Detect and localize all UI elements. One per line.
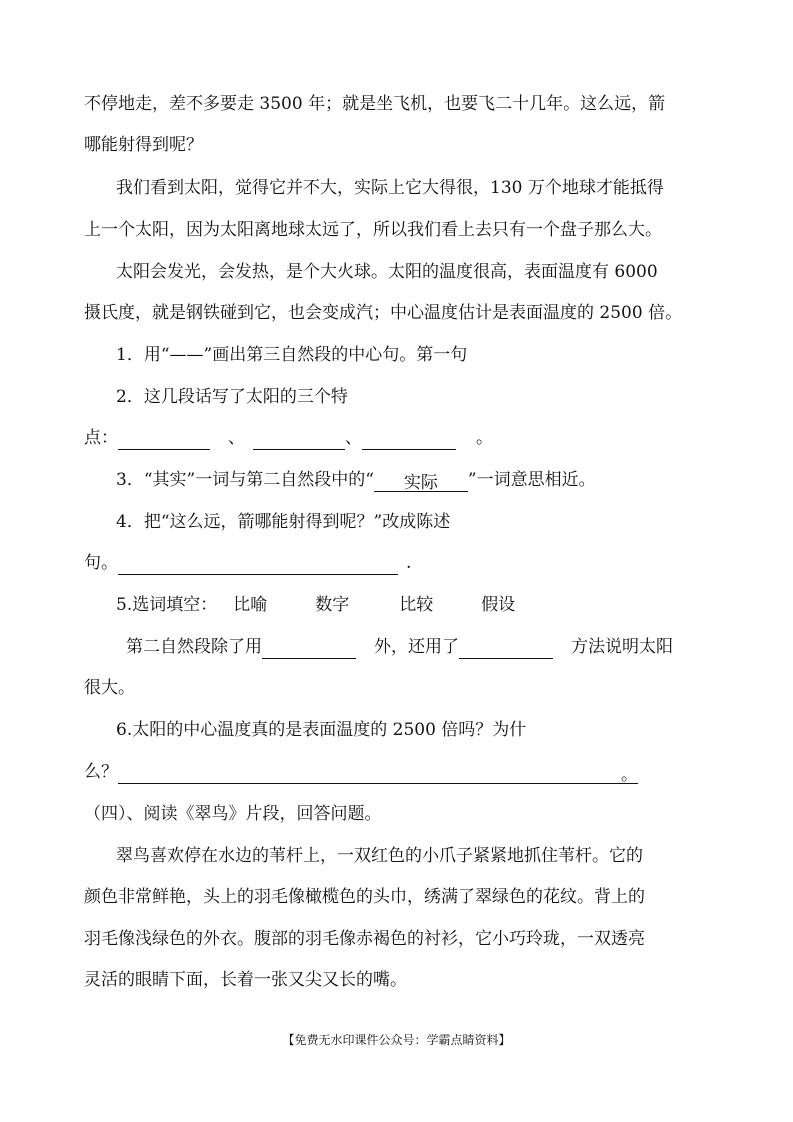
question-5-title-row (116, 593, 515, 617)
answer-blank[interactable] (253, 429, 345, 450)
separator: 、 (345, 428, 362, 448)
question-4-blank-row (84, 551, 411, 575)
end-mark: 。 (621, 765, 638, 785)
question-2-text: 2．这几段话写了太阳的三个特 (116, 387, 348, 407)
separator: 、 (228, 428, 245, 448)
page-footer: 【免费无水印课件公众号：学霸点睛资料】 (282, 1033, 511, 1047)
answer-blank-filled[interactable]: 实际 (374, 471, 468, 492)
text-line: 翠鸟喜欢停在水边的苇杆上，一双红色的小爪子紧紧地抓住苇杆。它的 (116, 846, 643, 866)
answer-blank[interactable] (118, 429, 210, 450)
question-4-label: 句。 (84, 553, 118, 573)
word-option: 假设 (481, 595, 516, 615)
answer-blank[interactable] (118, 554, 398, 575)
answer-blank[interactable] (118, 763, 638, 784)
text-line: 哪能射得到呢？ (84, 135, 203, 155)
text-line: 不停地走，差不多要走 3500 年；就是坐飞机，也要飞二十几年。这么远，箭 (84, 94, 666, 114)
word-option: 数字 (315, 595, 350, 615)
text-line: 太阳会发光，会发热，是个大火球。太阳的温度很高，表面温度有 6000 (116, 262, 658, 282)
text-line: 羽毛像浅绿色的外衣。腹部的羽毛像赤褐色的衬衫，它小巧玲珑，一双透亮 (84, 929, 645, 949)
question-6-text: 6.太阳的中心温度真的是表面温度的 2500 倍吗？为什 (116, 720, 527, 740)
answer-blank[interactable] (459, 638, 553, 659)
question-5-text-d: 很大。 (84, 678, 135, 698)
text-line: 颜色非常鲜艳，头上的羽毛像橄榄色的头巾，绣满了翠绿色的花纹。背上的 (84, 887, 645, 907)
text-line: 我们看到太阳，觉得它并不大，实际上它大得很，130 万个地球才能抵得 (116, 178, 664, 198)
question-5-title: 5.选词填空： (116, 595, 218, 615)
question-6-blank-row (84, 760, 638, 784)
question-2-blanks (84, 426, 493, 450)
text-line: 上一个太阳，因为太阳离地球太远了，所以我们看上去只有一个盘子那么大。 (84, 220, 662, 240)
word-option: 比较 (399, 595, 434, 615)
text-line: 摄氏度，就是钢铁碰到它，也会变成汽；中心温度估计是表面温度的 2500 倍。 (84, 303, 683, 323)
end-mark: 。 (476, 428, 493, 448)
question-5-text-a: 第二自然段除了用 (126, 637, 262, 657)
question-5-text-b: 外，还用了 (374, 637, 459, 657)
question-3-text-a: 3．“其实”一词与第二自然段中的“ (116, 470, 374, 490)
question-5-fill-row (126, 635, 673, 659)
question-4-text: 4．把“这么远，箭哪能射得到呢？”改成陈述 (116, 512, 451, 532)
section-heading: （四）、阅读《翠鸟》片段，回答问题。 (84, 804, 382, 824)
answer-blank[interactable] (362, 429, 456, 450)
text-line: 灵活的眼睛下面，长着一张又尖又长的嘴。 (84, 970, 407, 990)
question-3-text-b: ”一词意思相近。 (467, 470, 596, 490)
question-6-label: 么？ (84, 762, 118, 782)
question-1: 1．用“——”画出第三自然段的中心句。第一句 (116, 345, 468, 365)
question-2-label: 点： (84, 428, 118, 448)
question-5-text-c: 方法说明太阳 (571, 637, 673, 657)
end-mark: . (406, 553, 412, 573)
question-3 (116, 468, 596, 492)
word-option: 比喻 (233, 595, 268, 615)
answer-blank[interactable] (262, 638, 356, 659)
